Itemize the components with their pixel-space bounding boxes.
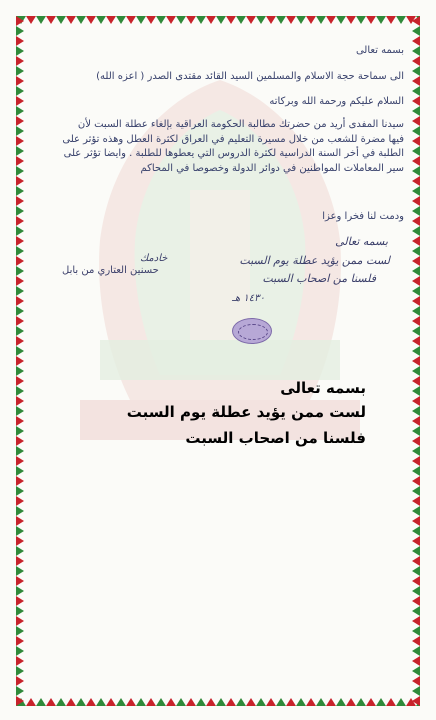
border-triangle xyxy=(16,366,24,376)
border-triangle xyxy=(356,698,366,706)
border-triangle xyxy=(16,406,24,416)
border-triangle xyxy=(396,698,406,706)
letter-greeting: السلام عليكم ورحمة الله وبركاته xyxy=(269,96,404,107)
letter-body-line: الطلبة في أخر السنة الدراسية لكثرة الدروس التي يعطوها للطلبة . وايضا تؤثر على xyxy=(63,148,404,159)
border-triangle xyxy=(412,56,420,66)
border-triangle xyxy=(196,16,206,24)
border-triangle xyxy=(412,636,420,646)
border-triangle xyxy=(76,698,86,706)
border-triangle xyxy=(412,576,420,586)
border-triangle xyxy=(16,586,24,596)
letter-recipient: الى سماحة حجة الاسلام والمسلمين السيد القائد مقتدى الصدر ( اعزه الله) xyxy=(96,71,404,82)
border-triangle xyxy=(166,698,176,706)
border-triangle xyxy=(412,76,420,86)
border-triangle xyxy=(386,16,396,24)
border-triangle xyxy=(412,516,420,526)
border-triangle xyxy=(412,286,420,296)
border-triangle xyxy=(16,596,24,606)
border-triangle xyxy=(16,126,24,136)
border-triangle xyxy=(56,698,66,706)
border-triangle xyxy=(46,698,56,706)
border-triangle xyxy=(412,396,420,406)
border-triangle xyxy=(146,16,156,24)
border-triangle xyxy=(336,16,346,24)
letter-sender: حسنين العتاري من بابل xyxy=(62,265,159,276)
border-triangle xyxy=(326,16,336,24)
border-triangle xyxy=(16,246,24,256)
border-triangle xyxy=(16,186,24,196)
letter-body xyxy=(32,118,404,176)
border-triangle xyxy=(16,686,24,696)
border-triangle xyxy=(412,156,420,166)
border-triangle xyxy=(296,698,306,706)
border-triangle xyxy=(206,698,216,706)
handwritten-line-1: لست ممن يؤيد عطلة يوم السبت xyxy=(239,254,390,267)
border-triangle xyxy=(412,146,420,156)
border-triangle xyxy=(412,506,420,516)
border-triangle xyxy=(336,698,346,706)
border-triangle xyxy=(412,436,420,446)
border-triangle xyxy=(286,16,296,24)
border-triangle xyxy=(16,426,24,436)
border-triangle xyxy=(412,36,420,46)
border-triangle xyxy=(166,16,176,24)
letter-body-line: فيها مضرة للشعب من خلال مسيرة التعليم في العراق لكثرة العطل وهذه تؤثر على xyxy=(62,133,404,145)
border-triangle xyxy=(412,216,420,226)
border-triangle xyxy=(412,386,420,396)
border-triangle xyxy=(176,698,186,706)
border-triangle xyxy=(116,698,126,706)
border-triangle xyxy=(16,136,24,146)
border-triangle xyxy=(16,146,24,156)
border-triangle xyxy=(186,698,196,706)
border-triangle xyxy=(16,316,24,326)
border-triangle xyxy=(412,136,420,146)
border-triangle xyxy=(346,698,356,706)
border-triangle xyxy=(16,496,24,506)
border-triangle xyxy=(286,698,296,706)
border-triangle xyxy=(126,16,136,24)
border-triangle xyxy=(412,566,420,576)
border-triangle xyxy=(16,156,24,166)
border-triangle xyxy=(16,46,24,56)
border-triangle xyxy=(412,466,420,476)
border-triangle xyxy=(412,166,420,176)
border-triangle xyxy=(16,106,24,116)
border-triangle xyxy=(16,676,24,686)
border-triangle xyxy=(246,698,256,706)
border-triangle xyxy=(16,286,24,296)
letter-servant: خادمك xyxy=(140,253,168,264)
border-triangle xyxy=(16,666,24,676)
border-triangle xyxy=(366,16,376,24)
border-triangle xyxy=(396,16,406,24)
border-triangle xyxy=(16,636,24,646)
border-triangle xyxy=(16,506,24,516)
border-triangle xyxy=(412,326,420,336)
border-triangle xyxy=(16,556,24,566)
border-triangle xyxy=(412,176,420,186)
border-triangle xyxy=(412,186,420,196)
border-triangle xyxy=(412,226,420,236)
handwritten-bismillah: بسمه تعالى xyxy=(335,235,388,248)
border-triangle xyxy=(412,116,420,126)
border-triangle xyxy=(16,606,24,616)
border-triangle xyxy=(16,536,24,546)
border-triangle xyxy=(412,236,420,246)
border-triangle xyxy=(16,166,24,176)
border-triangle xyxy=(276,698,286,706)
border-triangle xyxy=(412,646,420,656)
border-triangle xyxy=(412,676,420,686)
border-triangle xyxy=(16,476,24,486)
border-triangle xyxy=(16,456,24,466)
border-triangle xyxy=(412,206,420,216)
border-triangle xyxy=(16,66,24,76)
border-triangle xyxy=(412,596,420,606)
border-triangle xyxy=(226,698,236,706)
border-triangle xyxy=(16,176,24,186)
printed-bismillah: بسمه تعالى xyxy=(280,379,366,397)
border-triangle xyxy=(66,698,76,706)
border-triangle xyxy=(412,196,420,206)
border-triangle xyxy=(306,698,316,706)
border-triangle xyxy=(146,698,156,706)
border-triangle xyxy=(412,346,420,356)
border-triangle xyxy=(16,396,24,406)
border-triangle xyxy=(16,36,24,46)
border-triangle xyxy=(86,16,96,24)
border-triangle xyxy=(412,96,420,106)
border-triangle xyxy=(412,656,420,666)
border-triangle xyxy=(16,326,24,336)
border-triangle xyxy=(376,16,386,24)
border-triangle xyxy=(412,586,420,596)
border-triangle xyxy=(256,698,266,706)
border-triangle xyxy=(216,698,226,706)
border-triangle xyxy=(16,376,24,386)
border-triangle xyxy=(412,46,420,56)
border-triangle xyxy=(16,346,24,356)
border-triangle xyxy=(156,16,166,24)
border-triangle xyxy=(216,16,226,24)
border-triangle xyxy=(236,698,246,706)
border-triangle xyxy=(16,656,24,666)
border-triangle xyxy=(156,698,166,706)
border-triangle xyxy=(266,698,276,706)
border-triangle xyxy=(16,236,24,246)
border-triangle xyxy=(36,16,46,24)
border-triangle xyxy=(412,306,420,316)
border-triangle xyxy=(316,16,326,24)
border-triangle xyxy=(412,626,420,636)
border-triangle xyxy=(16,306,24,316)
border-triangle xyxy=(386,698,396,706)
letter-bismillah: بسمه تعالى xyxy=(355,45,404,56)
border-triangle xyxy=(16,276,24,286)
border-triangle xyxy=(356,16,366,24)
border-triangle xyxy=(326,698,336,706)
border-triangle xyxy=(16,356,24,366)
border-triangle xyxy=(96,16,106,24)
border-triangle xyxy=(16,336,24,346)
border-triangle xyxy=(226,16,236,24)
border-triangle xyxy=(16,216,24,226)
border-triangle xyxy=(16,86,24,96)
border-triangle xyxy=(16,546,24,556)
border-triangle xyxy=(412,336,420,346)
border-triangle xyxy=(412,276,420,286)
border-triangle xyxy=(16,516,24,526)
border-triangle xyxy=(16,446,24,456)
border-triangle xyxy=(412,496,420,506)
border-triangle xyxy=(412,486,420,496)
border-triangle xyxy=(16,296,24,306)
letter-closing: ودمت لنا فخرا وعزا xyxy=(322,211,404,222)
border-triangle xyxy=(16,116,24,126)
border-triangle xyxy=(412,556,420,566)
border-triangle xyxy=(412,266,420,276)
border-triangle xyxy=(16,616,24,626)
border-triangle xyxy=(276,16,286,24)
border-triangle xyxy=(346,16,356,24)
printed-line-3: فلسنا من اصحاب السبت xyxy=(185,429,366,447)
official-stamp xyxy=(232,318,272,344)
border-triangle xyxy=(412,526,420,536)
border-triangle xyxy=(16,226,24,236)
border-triangle xyxy=(412,476,420,486)
border-triangle xyxy=(16,206,24,216)
border-triangle xyxy=(366,698,376,706)
border-triangle xyxy=(412,126,420,136)
border-triangle xyxy=(16,526,24,536)
border-triangle xyxy=(186,16,196,24)
border-triangle xyxy=(176,16,186,24)
border-triangle xyxy=(266,16,276,24)
border-triangle xyxy=(296,16,306,24)
border-triangle xyxy=(206,16,216,24)
border-triangle xyxy=(76,16,86,24)
border-triangle xyxy=(16,466,24,476)
border-triangle xyxy=(16,626,24,636)
border-triangle xyxy=(256,16,266,24)
printed-line-2: لست ممن يؤيد عطلة يوم السبت xyxy=(126,403,366,421)
border-triangle xyxy=(412,376,420,386)
border-triangle xyxy=(56,16,66,24)
border-triangle xyxy=(196,698,206,706)
border-triangle xyxy=(16,256,24,266)
border-triangle xyxy=(16,386,24,396)
stamp-inner-ring xyxy=(238,324,268,340)
border-triangle xyxy=(412,426,420,436)
border-triangle xyxy=(412,536,420,546)
border-triangle xyxy=(412,616,420,626)
border-triangle xyxy=(16,486,24,496)
handwritten-date: ١٤٣٠ هـ xyxy=(232,293,265,304)
border-triangle xyxy=(16,416,24,426)
letter-body-line: سيدنا المفدى أريد من حضرتك مطالبة الحكومة العراقية بإلغاء عطلة السبت لأن xyxy=(77,119,404,130)
border-triangle xyxy=(412,606,420,616)
border-triangle xyxy=(86,698,96,706)
border-triangle xyxy=(116,16,126,24)
border-triangle xyxy=(412,66,420,76)
border-triangle xyxy=(412,356,420,366)
border-triangle xyxy=(136,698,146,706)
border-triangle xyxy=(412,366,420,376)
border-triangle xyxy=(306,16,316,24)
border-triangle xyxy=(412,686,420,696)
border-triangle xyxy=(412,86,420,96)
border-triangle xyxy=(412,26,420,36)
border-triangle xyxy=(16,266,24,276)
border-triangle xyxy=(16,196,24,206)
border-triangle xyxy=(412,296,420,306)
border-triangle xyxy=(126,698,136,706)
border-triangle xyxy=(16,566,24,576)
border-triangle xyxy=(16,56,24,66)
border-triangle xyxy=(26,16,36,24)
border-triangle xyxy=(412,406,420,416)
border-triangle xyxy=(106,16,116,24)
letter-body-line: سير المعاملات المواطنين في دوائر الدولة وخصوصا في المحاكم xyxy=(140,162,404,174)
border-triangle xyxy=(36,698,46,706)
border-triangle xyxy=(136,16,146,24)
border-triangle xyxy=(376,698,386,706)
border-triangle xyxy=(16,96,24,106)
border-triangle xyxy=(412,546,420,556)
border-triangle xyxy=(46,16,56,24)
border-triangle xyxy=(412,316,420,326)
border-triangle xyxy=(16,76,24,86)
border-triangle xyxy=(412,256,420,266)
border-triangle xyxy=(16,646,24,656)
border-triangle xyxy=(246,16,256,24)
border-triangle xyxy=(412,446,420,456)
border-triangle xyxy=(16,26,24,36)
border-triangle xyxy=(16,576,24,586)
border-triangle xyxy=(412,456,420,466)
handwritten-line-2: فلسنا من اصحاب السبت xyxy=(262,272,376,285)
border-triangle xyxy=(412,666,420,676)
border-triangle xyxy=(96,698,106,706)
border-triangle xyxy=(412,416,420,426)
border-triangle xyxy=(412,106,420,116)
border-triangle xyxy=(316,698,326,706)
border-triangle xyxy=(66,16,76,24)
border-triangle xyxy=(16,436,24,446)
border-triangle xyxy=(26,698,36,706)
border-triangle xyxy=(236,16,246,24)
border-triangle xyxy=(412,246,420,256)
border-triangle xyxy=(106,698,116,706)
